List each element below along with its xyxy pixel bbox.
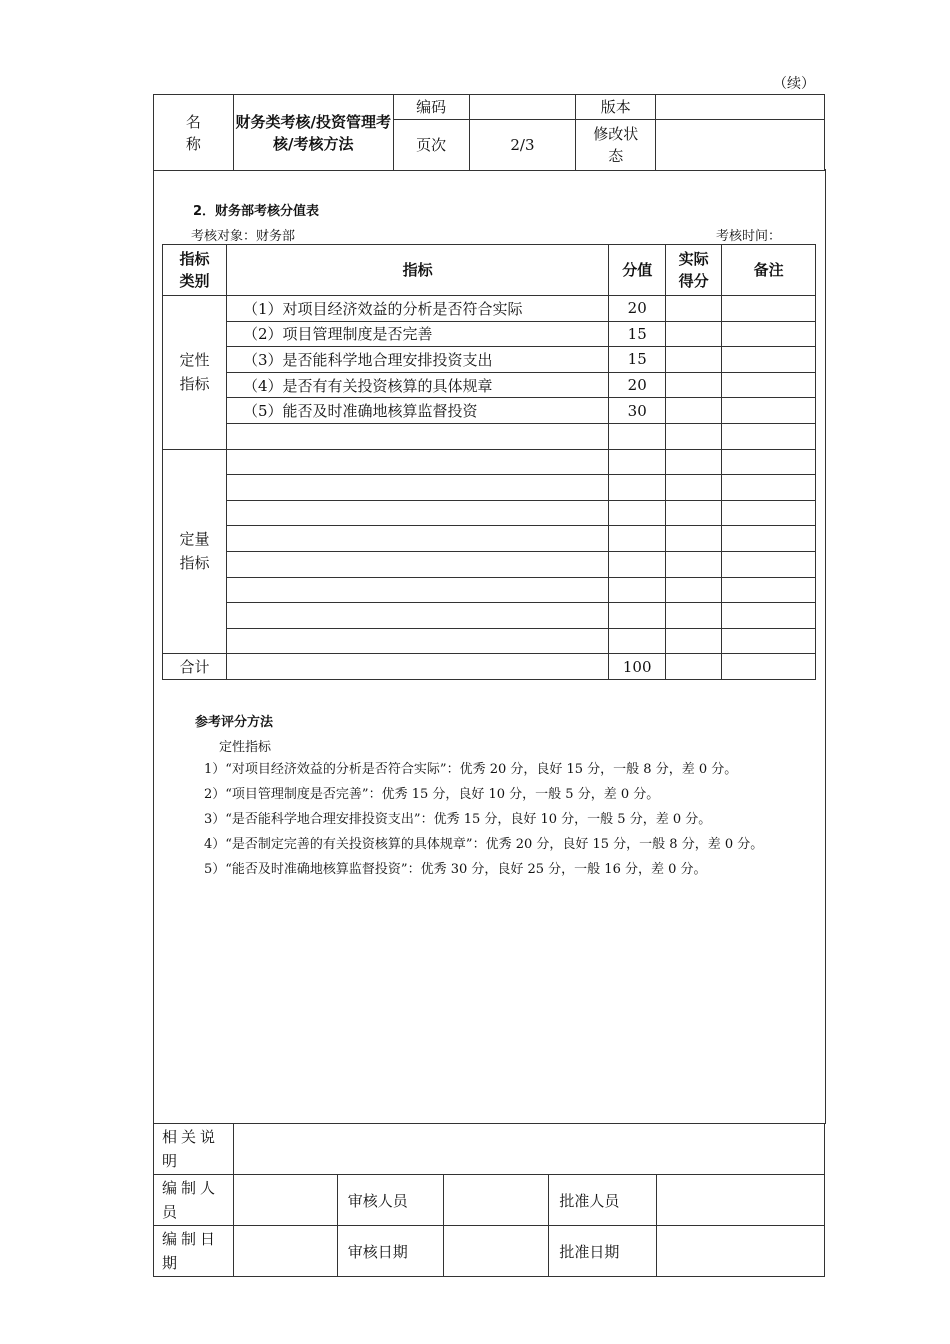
score-cell [609,526,666,552]
actual-score-cell [666,449,722,475]
indicator-cell [226,603,608,629]
assessment-time: 考核时间： [716,229,782,244]
indicator-cell [226,654,608,680]
actual-score-cell [666,500,722,526]
total-value: 100 [609,654,666,680]
reviewer-value [443,1175,549,1226]
remarks-cell [722,449,816,475]
table-row [163,475,816,501]
assessment-target: 考核对象：财务部 [191,229,296,244]
indicator-cell [226,423,608,449]
list-item: 3）“是否能科学地合理安排投资支出”：优秀 15 分，良好 10 分，一般 5 分，差 0 分。 [204,812,712,827]
table-row [163,347,816,373]
approver-label: 批准人员 [549,1175,657,1226]
score-cell [609,628,666,654]
remarks-cell [722,321,816,347]
version-label: 版本 [576,95,656,120]
list-item: 4）“是否制定完善的有关投资核算的具体规章”：优秀 20 分，良好 15 分，一般 8 分，差 0 分。 [204,837,764,852]
indicator-cell [226,551,608,577]
indicator-cell [226,475,608,501]
header-indicator: 指标 [226,245,608,296]
total-row [163,654,816,680]
actual-score-cell [666,654,722,680]
remarks-cell [722,475,816,501]
remarks-cell [722,347,816,373]
indicator-cell [226,577,608,603]
table-row [163,449,816,475]
list-item: 2）“项目管理制度是否完善”：优秀 15 分，良好 10 分，一般 5 分，差 0 分。 [204,787,660,802]
actual-score-cell [666,475,722,501]
score-cell [609,603,666,629]
list-item: 5）“能否及时准确地核算监督投资”：优秀 30 分，良好 25 分，一般 16 分，差 0 分。 [204,862,707,877]
remarks-cell [722,577,816,603]
reviewer-label: 审核人员 [337,1175,443,1226]
revision-label: 修改状态 [576,120,656,171]
indicator-cell: （4）是否有有关投资核算的具体规章 [226,372,608,398]
actual-score-cell [666,551,722,577]
remarks-cell [722,526,816,552]
list-item: 1）“对项目经济效益的分析是否符合实际”：优秀 20 分，良好 15 分，一般 8 分，差 0 分。 [204,762,738,777]
indicator-cell [226,500,608,526]
table-row [163,423,816,449]
actual-score-cell [666,577,722,603]
table-row [163,526,816,552]
name-label: 名 称 [154,95,234,171]
actual-score-cell [666,628,722,654]
approve-date-value [657,1226,825,1277]
score-cell: 20 [609,372,666,398]
table-row [163,500,816,526]
header-score: 分值 [609,245,666,296]
remarks-cell [722,628,816,654]
indicator-cell: （2）项目管理制度是否完善 [226,321,608,347]
score-cell [609,449,666,475]
page-label: 页次 [393,120,469,171]
actual-score-cell [666,398,722,424]
code-value [469,95,576,120]
related-notes-label: 相关说明 [154,1124,234,1175]
header-remarks: 备注 [722,245,816,296]
review-date-label: 审核日期 [337,1226,443,1277]
remarks-cell [722,654,816,680]
document-name: 财务类考核/投资管理考核/考核方法 [233,95,393,171]
version-value [656,95,825,120]
table-row [163,398,816,424]
score-cell [609,500,666,526]
score-cell [609,577,666,603]
quantitative-category: 定量指标 [163,449,227,654]
prepared-date-value [233,1226,337,1277]
remarks-cell [722,500,816,526]
remarks-cell [722,398,816,424]
table-row [163,372,816,398]
review-date-value [443,1226,549,1277]
revision-value [656,120,825,171]
indicator-cell: （3）是否能科学地合理安排投资支出 [226,347,608,373]
document-header-table [153,94,825,171]
remarks-cell [722,603,816,629]
score-table-header-row [163,245,816,296]
section-title: 2．财务部考核分值表 [193,204,320,219]
header-actual-score: 实际得分 [666,245,722,296]
indicator-cell: （1）对项目经济效益的分析是否符合实际 [226,296,608,322]
indicator-cell [226,526,608,552]
reference-list [204,760,763,885]
reference-subtitle: 定性指标 [219,740,272,755]
score-cell [609,423,666,449]
table-row [163,321,816,347]
actual-score-cell [666,296,722,322]
prepared-by-label: 编制人员 [154,1175,234,1226]
actual-score-cell [666,372,722,398]
prepared-date-label: 编制日期 [154,1226,234,1277]
signature-table [153,1123,825,1277]
score-cell: 20 [609,296,666,322]
actual-score-cell [666,526,722,552]
remarks-cell [722,296,816,322]
score-cell [609,475,666,501]
qualitative-category: 定性指标 [163,296,227,450]
actual-score-cell [666,321,722,347]
approve-date-label: 批准日期 [549,1226,657,1277]
prepared-by-value [233,1175,337,1226]
remarks-cell [722,372,816,398]
indicator-cell: （5）能否及时准确地核算监督投资 [226,398,608,424]
table-row [163,628,816,654]
remarks-cell [722,551,816,577]
header-category: 指标类别 [163,245,227,296]
total-label: 合计 [163,654,227,680]
continued-mark: （续） [773,76,815,92]
score-cell: 15 [609,321,666,347]
actual-score-cell [666,423,722,449]
table-row [163,296,816,322]
indicator-cell [226,628,608,654]
approver-value [657,1175,825,1226]
score-cell: 15 [609,347,666,373]
score-cell: 30 [609,398,666,424]
indicator-cell [226,449,608,475]
table-row [163,603,816,629]
score-cell [609,551,666,577]
actual-score-cell [666,603,722,629]
page-value: 2/3 [469,120,576,171]
actual-score-cell [666,347,722,373]
related-notes-value [233,1124,824,1175]
table-row [163,577,816,603]
code-label: 编码 [393,95,469,120]
reference-title: 参考评分方法 [195,715,274,730]
table-row [163,551,816,577]
remarks-cell [722,423,816,449]
score-table [162,244,816,680]
